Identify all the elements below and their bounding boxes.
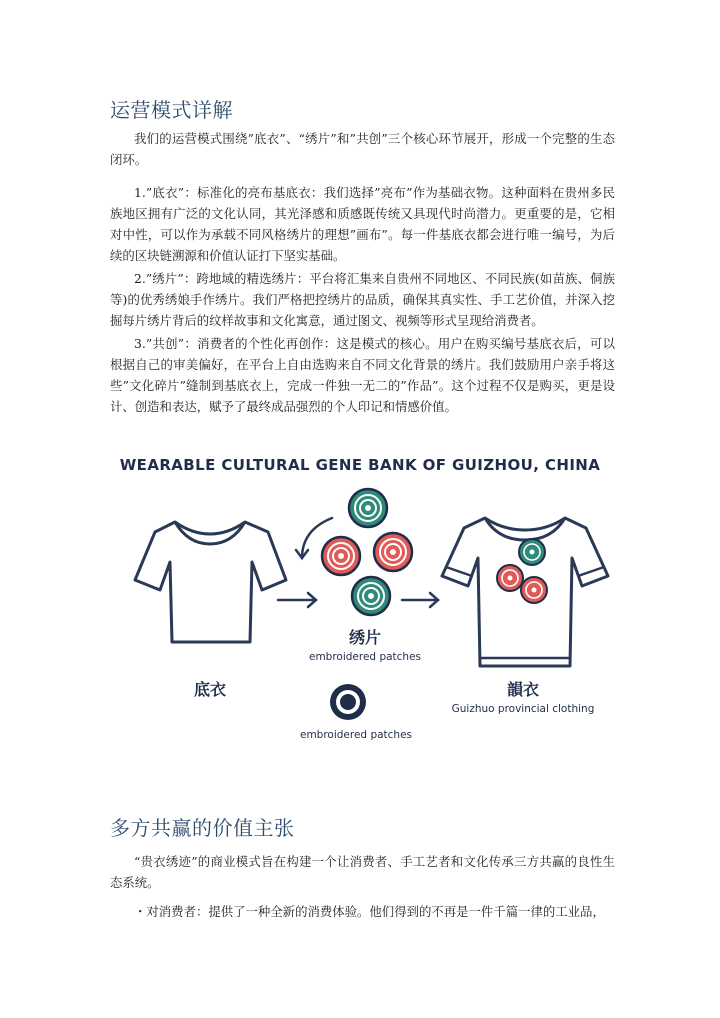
- patch-cluster: [322, 489, 412, 615]
- arrow-right-icon: [402, 593, 438, 607]
- result-garment-label-cn: 韻衣: [506, 680, 540, 699]
- section-heading-operating-model: 运营模式详解: [110, 98, 233, 122]
- patches-label-en: embroidered patches: [308, 651, 422, 663]
- spiral-patch-icon: [322, 537, 360, 575]
- base-garment-label: 底衣: [193, 680, 227, 699]
- bullet-consumers: ・对消费者：提供了一种全新的消费体验。他们得到的不再是一件千篇一律的工业品，: [134, 904, 605, 919]
- spiral-patch-icon: [349, 489, 387, 527]
- point-co-creation: 3.”共创”：消费者的个性化再创作：这是模式的核心。用户在购买编号基底衣后，可以根据自己的审美偏好，在平台上自由选购来自不同文化背景的绣片。我们鼓励用户亲手将这些”文化碎片”缝制到基底衣上，完成一件独一无二的”作品”。这个过程不仅是购买，更是设计、创造和表达，赋予了最终成品强烈的个人印记和情感价值。: [110, 336, 615, 414]
- value-intro-paragraph: “贵衣绣迹”的商业模式旨在构建一个让消费者、手工艺者和文化传承三方共赢的良性生态系统。: [110, 854, 615, 890]
- result-garment-label-en: Guizhuo provincial clothing: [451, 703, 595, 715]
- legend-label: embroidered patches: [299, 729, 413, 741]
- gene-bank-figure: [120, 440, 620, 760]
- spiral-patch-icon: [352, 577, 390, 615]
- sewn-patch-icon: [521, 577, 547, 603]
- section-heading-value-proposition: 多方共赢的价值主张: [110, 816, 295, 840]
- point-base-garment: 1.”底衣”：标准化的亮布基底衣：我们选择”亮布”作为基础衣物。这种面料在贵州多民族地区拥有广泛的文化认同，其光泽感和质感既传统又具现代时尚潜力。更重要的是，它相对中性，可以作为承载不同风格绣片的理想”画布”。每一件基底衣都会进行唯一编号，为后续的区块链溯源和价值认证打下坚实基础。: [110, 185, 615, 263]
- legend-patch-icon: [330, 684, 366, 720]
- intro-paragraph: 我们的运营模式围绕”底衣”、“绣片”和”共创”三个核心环节展开，形成一个完整的生态闭环。: [110, 131, 615, 167]
- sewn-patch-icon: [497, 565, 523, 591]
- patches-label-cn: 绣片: [348, 628, 382, 647]
- point-embroidered-patches: 2.”绣片”：跨地域的精选绣片：平台将汇集来自贵州不同地区、不同民族(如苗族、侗族等)的优秀绣娘手作绣片。我们严格把控绣片的品质，确保其真实性、手工艺价值，并深入挖掘每片绣片背后的纹样故事和文化寓意，通过图文、视频等形式呈现给消费者。: [110, 271, 615, 328]
- figure-title: WEARABLE CULTURAL GENE BANK OF GUIZHOU, CHINA: [120, 456, 601, 474]
- spiral-patch-icon: [374, 533, 412, 571]
- arrow-right-icon: [278, 593, 316, 607]
- plain-tshirt-icon: [135, 522, 286, 642]
- sewn-patch-icon: [519, 539, 545, 565]
